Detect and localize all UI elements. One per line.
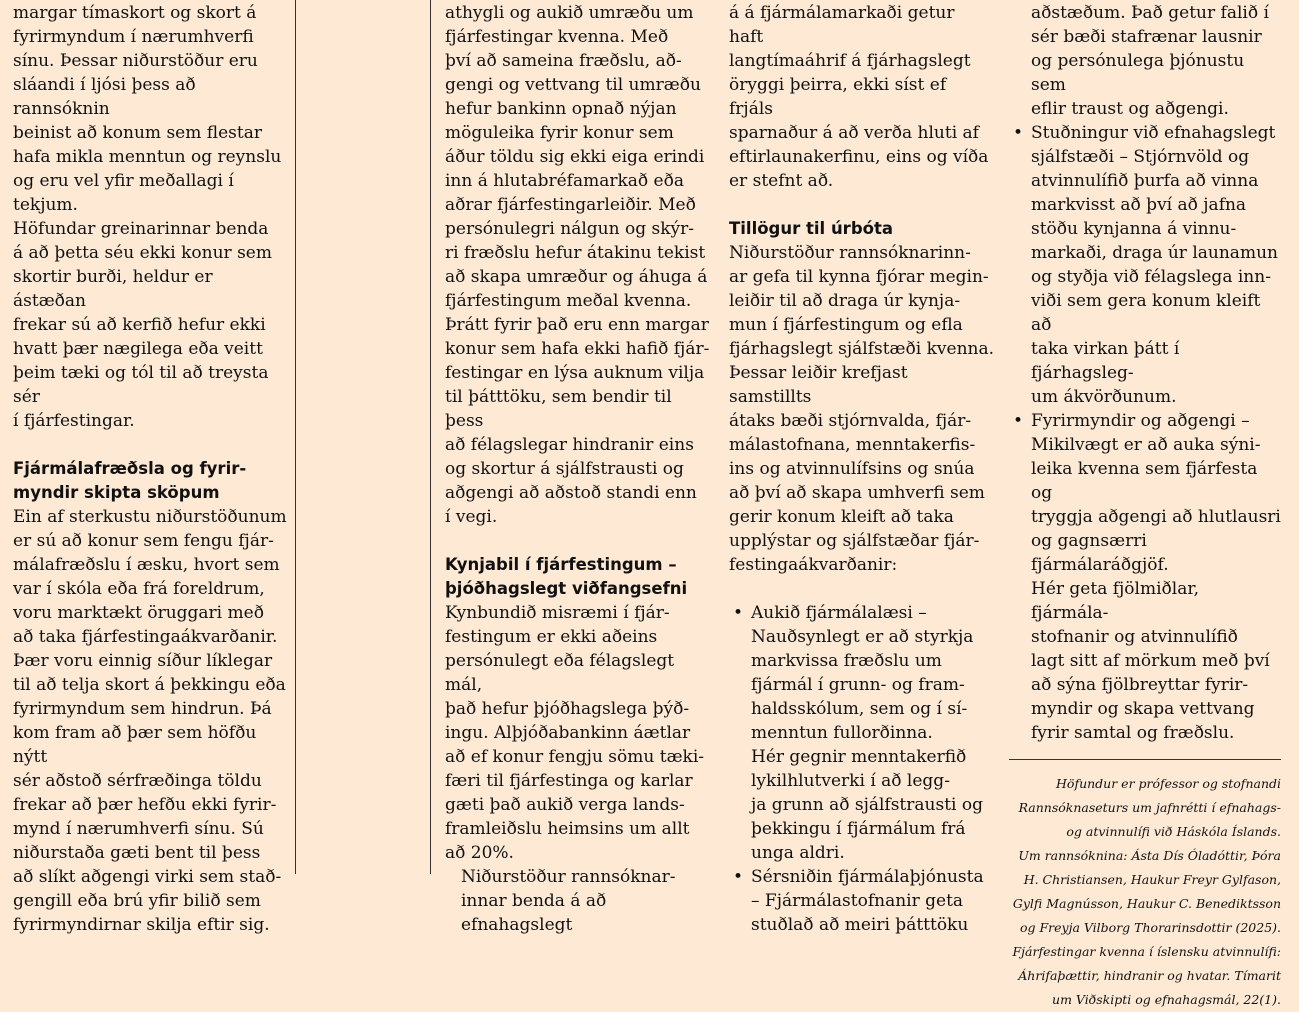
text-line: er sú að konur sem fengu fjár- xyxy=(13,531,274,551)
text-line: eflir traust og aðgengi. xyxy=(1031,99,1229,119)
text-line: Þrátt fyrir það eru enn margar xyxy=(445,315,709,335)
text-line: upplýstar og sjálfstæðar fjár- xyxy=(729,531,980,551)
text-line: viði sem gera konum kleift að xyxy=(1031,291,1261,335)
text-line: færi til fjárfestinga og karlar xyxy=(445,771,693,791)
text-line: að því að skapa umhverfi sem xyxy=(729,483,985,503)
text-line: margar tímaskort og skort á xyxy=(13,3,257,23)
text-line: möguleika fyrir konur sem xyxy=(445,123,674,143)
col1-paragraph-2 xyxy=(13,505,288,937)
text-line: Mikilvægt er að auka sýni- xyxy=(1031,435,1261,455)
text-line: málafræðslu í æsku, hvort sem xyxy=(13,555,280,575)
text-line: Fjárfestingar kvenna í íslensku atvinnulífi: xyxy=(1012,944,1281,959)
text-line: hvatt þær nægilega eða veitt xyxy=(13,339,263,359)
text-line: Fjármálafræðsla og fyrir- xyxy=(13,459,247,478)
text-line: og Freyja Vilborg Thorarinsdottir (2025). xyxy=(1019,920,1281,935)
text-line: Rannsóknaseturs um jafnrétti í efnahags- xyxy=(1018,800,1281,815)
text-line: myndir skipta sköpum xyxy=(13,483,220,502)
text-line: Niðurstöður rannsóknarinn- xyxy=(729,243,971,263)
text-line: því að sameina fræðslu, að- xyxy=(445,51,682,71)
text-line: eftirlaunakerfinu, eins og víða xyxy=(729,147,989,167)
text-line: persónulegri nálgun og skýr- xyxy=(445,219,694,239)
text-line: leiðir til að draga úr kynja- xyxy=(729,291,961,311)
text-line: tryggja aðgengi að hlutlausri xyxy=(1031,507,1281,527)
text-line: um ákvörðunum. xyxy=(1031,387,1177,407)
text-line: beinist að konum sem flestar xyxy=(13,123,262,143)
text-line: ins og atvinnulífsins og snúa xyxy=(729,459,975,479)
col3-heading xyxy=(729,217,994,241)
text-line: Sérsniðin fjármálaþjónusta xyxy=(751,867,984,887)
text-line: H. Christiansen, Haukur Freyr Gylfason, xyxy=(1023,872,1281,887)
text-line: og gagnsærri fjármálaráðgjöf. xyxy=(1031,531,1169,575)
column-divider-left xyxy=(295,0,296,874)
text-line: aðstæðum. Það getur falið í xyxy=(1031,3,1269,23)
text-line: að sýna fjölbreyttar fyrir- xyxy=(1031,675,1249,695)
text-line: frekar að þær hefðu ekki fyrir- xyxy=(13,795,277,815)
text-line: markaði, draga úr launamun xyxy=(1031,243,1278,263)
text-line: aðgengi að aðstoð standi enn xyxy=(445,483,697,503)
text-line: málastofnana, menntakerfis- xyxy=(729,435,976,455)
text-line: fyrirmyndirnar skilja eftir sig. xyxy=(13,915,270,935)
text-line: og persónulega þjónustu sem xyxy=(1031,51,1245,95)
text-line: að taka fjárfestingaákvarðanir. xyxy=(13,627,278,647)
col3-bullet-list xyxy=(729,601,994,937)
column-4 xyxy=(1009,1,1281,1012)
text-line: þjóðhagslegt viðfangsefni xyxy=(445,579,688,598)
text-line: konur sem hafa ekki hafið fjár- xyxy=(445,339,710,359)
col2-paragraph-2 xyxy=(445,601,715,865)
text-line: fyrirmyndum sem hindrun. Þá xyxy=(13,699,272,719)
text-line: innar benda á að efnahagslegt xyxy=(461,891,607,935)
text-line: taka virkan þátt í fjárhagsleg- xyxy=(1031,339,1180,383)
col4-bullet-list xyxy=(1009,121,1281,745)
text-line: athygli og aukið umræðu um xyxy=(445,3,694,23)
text-line: fjárfestingar kvenna. Með xyxy=(445,27,669,47)
text-line: leika kvenna sem fjárfesta og xyxy=(1031,459,1258,503)
text-line: ri fræðslu hefur átakinu tekist xyxy=(445,243,706,263)
text-line: aðrar fjárfestingarleiðir. Með xyxy=(445,195,696,215)
text-line: sér bæði stafrænar lausnir xyxy=(1031,27,1262,47)
text-line: fyrir samtal og fræðslu. xyxy=(1031,723,1235,743)
text-line: markvissa fræðslu um xyxy=(751,651,942,671)
text-line: Nauðsynlegt er að styrkja xyxy=(751,627,974,647)
col4-paragraph-1 xyxy=(1009,1,1281,121)
text-line: er stefnt að. xyxy=(729,171,834,191)
text-line: lykilhlutverki í að legg- xyxy=(751,771,950,791)
col1-heading xyxy=(13,457,288,505)
text-line: langtímaáhrif á fjárhagslegt xyxy=(729,51,971,71)
text-line: kom fram að þær sem höfðu nýtt xyxy=(13,723,257,767)
text-line: til þátttöku, sem bendir til þess xyxy=(445,387,672,431)
text-line: að slíkt aðgengi virki sem stað- xyxy=(13,867,282,887)
text-line: atvinnulífið þurfa að vinna xyxy=(1031,171,1259,191)
column-2 xyxy=(445,1,715,937)
text-line: fjármál í grunn- og fram- xyxy=(751,675,965,695)
text-line: ja grunn að sjálfstrausti og xyxy=(751,795,983,815)
text-line: niðurstaða gæti bent til þess xyxy=(13,843,261,863)
text-line: frekar sú að kerfið hefur ekki xyxy=(13,315,266,335)
text-line: í vegi. xyxy=(445,507,498,527)
text-line: Ein af sterkustu niðurstöðunum xyxy=(13,507,287,527)
col2-paragraph-1 xyxy=(445,1,715,529)
text-line: fjárhagslegt sjálfstæði kvenna. xyxy=(729,339,995,359)
text-line: gæti það aukið verga lands- xyxy=(445,795,685,815)
text-line: persónulegt eða félagslegt mál, xyxy=(445,651,675,695)
text-line: áður töldu sig ekki eiga erindi xyxy=(445,147,705,167)
text-line: á á fjármálamarkaði getur haft xyxy=(729,3,955,47)
text-line: og atvinnulífi við Háskóla Íslands. xyxy=(1066,824,1281,839)
text-line: Niðurstöður rannsóknar- xyxy=(461,867,676,887)
col3-paragraph-2 xyxy=(729,241,994,577)
text-line: Tillögur til úrbóta xyxy=(729,219,893,238)
text-line: – Fjármálastofnanir geta xyxy=(751,891,964,911)
text-line: festingum er ekki aðeins xyxy=(445,627,658,647)
text-line: Stuðningur við efnahagslegt xyxy=(1031,123,1276,143)
text-line: og styðja við félagslega inn- xyxy=(1031,267,1271,287)
text-line: Hér gegnir menntakerfið xyxy=(751,747,967,767)
text-line: Kynbundið misræmi í fjár- xyxy=(445,603,670,623)
text-line: þekkingu í fjármálum frá xyxy=(751,819,966,839)
text-line: og skortur á sjálfstrausti og xyxy=(445,459,684,479)
text-line: sjálfstæði – Stjórnvöld og xyxy=(1031,147,1250,167)
text-line: það hefur þjóðhagslega þýð- xyxy=(445,699,690,719)
text-line: Höfundar greinarinnar benda xyxy=(13,219,269,239)
text-line: átaks bæði stjórnvalda, fjár- xyxy=(729,411,972,431)
text-line: festingaákvarðanir: xyxy=(729,555,898,575)
text-line: voru marktækt öruggari með xyxy=(13,603,264,623)
list-item xyxy=(729,865,994,937)
text-line: skortir burði, heldur er ástæðan xyxy=(13,267,213,311)
text-line: mun í fjárfestingum og efla xyxy=(729,315,963,335)
column-3 xyxy=(729,1,994,937)
text-line: Áhrifaþættir, hindranir og hvatar. Tímarit xyxy=(1018,968,1281,983)
text-line: gengill eða brú yfir bilið sem xyxy=(13,891,261,911)
text-line: fyrirmyndum í nærumhverfi xyxy=(13,27,254,47)
text-line: Kynjabil í fjárfestingum – xyxy=(445,555,677,574)
text-line: Fyrirmyndir og aðgengi – xyxy=(1031,411,1250,431)
text-line: sláandi í ljósi þess að rannsóknin xyxy=(13,75,196,119)
author-credit xyxy=(1009,772,1281,1012)
text-line: Þær voru einnig síður líklegar xyxy=(13,651,273,671)
text-line: var í skóla eða frá foreldrum, xyxy=(13,579,265,599)
text-line: gerir konum kleift að taka xyxy=(729,507,954,527)
col1-paragraph-1 xyxy=(13,1,288,433)
text-line: sér aðstoð sérfræðinga töldu xyxy=(13,771,262,791)
text-line: að félagslegar hindranir eins xyxy=(445,435,694,455)
text-line: Aukið fjármálalæsi – xyxy=(751,603,927,623)
text-line: stöðu kynjanna á vinnu- xyxy=(1031,219,1237,239)
list-item xyxy=(1009,121,1281,409)
text-line: festingar en lýsa auknum vilja xyxy=(445,363,705,383)
text-line: menntun fullorðinna. xyxy=(751,723,933,743)
text-line: stuðlað að meiri þátttöku xyxy=(751,915,969,935)
text-line: gengi og vettvang til umræðu xyxy=(445,75,701,95)
text-line: Gylfi Magnússon, Haukur C. Benediktsson xyxy=(1012,896,1281,911)
text-line: ar gefa til kynna fjórar megin- xyxy=(729,267,989,287)
text-line: að 20%. xyxy=(445,843,514,863)
text-line: sparnaður á að verða hluti af xyxy=(729,123,979,143)
text-line: markvisst að því að jafna xyxy=(1031,195,1247,215)
column-divider-center xyxy=(430,0,431,874)
text-line: í fjárfestingar. xyxy=(13,411,135,431)
text-line: stofnanir og atvinnulífið xyxy=(1031,627,1238,647)
text-line: Höfundur er prófessor og stofnandi xyxy=(1056,776,1281,791)
text-line: hafa mikla menntun og reynslu xyxy=(13,147,282,167)
list-item xyxy=(1009,409,1281,745)
column-1 xyxy=(13,1,288,937)
text-line: inn á hlutabréfamarkað eða xyxy=(445,171,684,191)
text-line: fjárfestingum meðal kvenna. xyxy=(445,291,692,311)
text-line: að ef konur fengju sömu tæki- xyxy=(445,747,705,767)
text-line: haldsskólum, sem og í sí- xyxy=(751,699,968,719)
text-line: hefur bankinn opnað nýjan xyxy=(445,99,677,119)
col2-heading xyxy=(445,553,715,601)
col2-paragraph-3 xyxy=(445,865,715,937)
text-line: öryggi þeirra, ekki síst ef frjáls xyxy=(729,75,947,119)
text-line: mynd í nærumhverfi sínu. Sú xyxy=(13,819,264,839)
text-line: og eru vel yfir meðallagi í tekjum. xyxy=(13,171,234,215)
text-line: á að þetta séu ekki konur sem xyxy=(13,243,272,263)
text-line: myndir og skapa vettvang xyxy=(1031,699,1255,719)
list-item xyxy=(729,601,994,865)
text-line: þeim tæki og tól til að treysta sér xyxy=(13,363,269,407)
text-line: um Viðskipti og efnahagsmál, 22(1). xyxy=(1052,992,1281,1007)
text-line: Þessar leiðir krefjast samstillts xyxy=(729,363,908,407)
text-line: Um rannsóknina: Ásta Dís Óladóttir, Þóra xyxy=(1018,848,1281,863)
text-line: unga aldri. xyxy=(751,843,845,863)
text-line: að skapa umræður og áhuga á xyxy=(445,267,708,287)
col3-paragraph-1 xyxy=(729,1,994,193)
text-line: Hér geta fjölmiðlar, fjármála- xyxy=(1031,579,1199,623)
text-line: sínu. Þessar niðurstöður eru xyxy=(13,51,258,71)
text-line: til að telja skort á þekkingu eða xyxy=(13,675,286,695)
credit-divider xyxy=(1009,759,1281,760)
text-line: lagt sitt af mörkum með því xyxy=(1031,651,1270,671)
text-line: framleiðslu heimsins um allt xyxy=(445,819,690,839)
text-line: ingu. Alþjóðabankinn áætlar xyxy=(445,723,691,743)
